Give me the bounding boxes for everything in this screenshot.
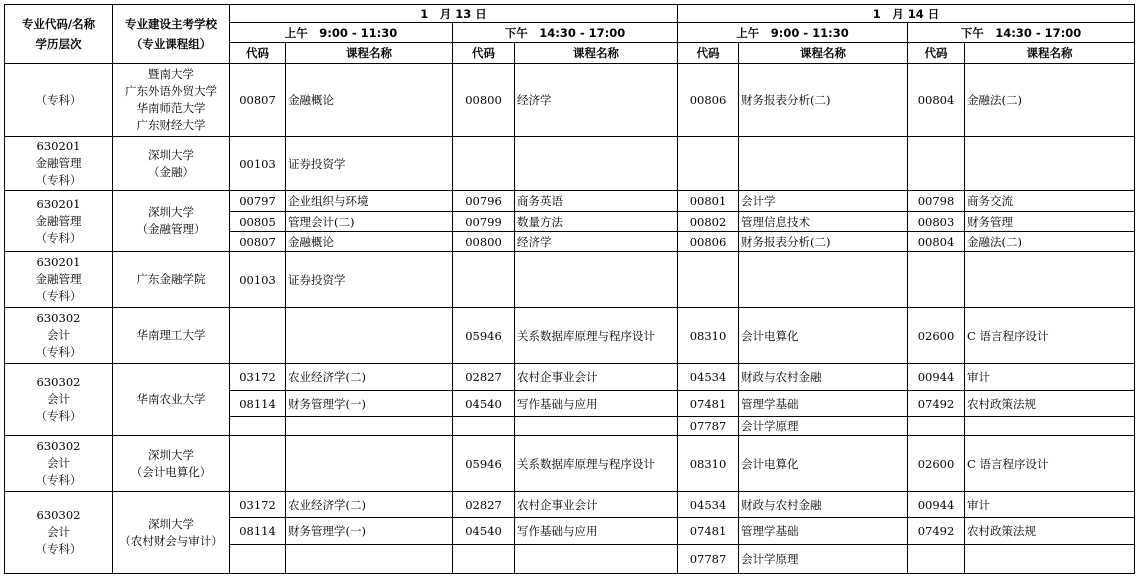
course-code: 00796 [453, 191, 515, 212]
course-name: 会计电算化 [739, 308, 908, 364]
header-school: 专业建设主考学校 （专业课程组） [113, 5, 230, 64]
header-course: 课程名称 [286, 43, 453, 64]
school-line: 深圳大学 [148, 516, 194, 531]
course-code: 00806 [678, 232, 739, 252]
course-name: 管理学基础 [739, 518, 908, 545]
school-cell [113, 492, 230, 574]
course-name [286, 545, 453, 574]
course-code: 02600 [908, 308, 965, 364]
course-name [286, 436, 453, 492]
course-name [739, 137, 908, 191]
course-code: 07481 [678, 518, 739, 545]
course-name: 农村政策法规 [965, 518, 1135, 545]
major-line: （专科） [35, 173, 82, 187]
major-cell [5, 364, 113, 436]
school-cell [113, 191, 230, 252]
major-line: （专科） [35, 289, 82, 303]
course-name: 金融法(二) [965, 232, 1135, 252]
course-code: 08114 [230, 391, 286, 417]
course-name: 农业经济学(二) [286, 364, 453, 391]
header-code: 代码 [453, 43, 515, 64]
course-code: 08310 [678, 308, 739, 364]
major-line: 630201 [36, 139, 81, 153]
table-row [5, 191, 1135, 212]
table-row [5, 64, 1135, 137]
course-name: 财务管理 [965, 212, 1135, 232]
schedule-body [5, 64, 1135, 574]
course-name: 商务交流 [965, 191, 1135, 212]
header-session-day1-pm: 下午 14:30 - 17:00 [453, 23, 678, 43]
course-code: 00800 [453, 232, 515, 252]
course-code: 00806 [678, 64, 739, 137]
school-line: 深圳大学 [148, 205, 194, 219]
header-major: 专业代码/名称 学历层次 [5, 5, 113, 64]
course-code [453, 137, 515, 191]
course-name: 会计学原理 [739, 417, 908, 436]
major-cell [5, 252, 113, 308]
header-course: 课程名称 [515, 43, 678, 64]
course-code: 00103 [230, 252, 286, 308]
course-code: 00800 [453, 64, 515, 137]
major-cell [5, 64, 113, 137]
course-name: 审计 [965, 492, 1135, 518]
course-code [230, 436, 286, 492]
course-name: 农村企事业会计 [515, 364, 678, 391]
school-line: 深圳大学 [148, 147, 194, 162]
header-code: 代码 [678, 43, 739, 64]
course-code: 07492 [908, 518, 965, 545]
course-code [453, 417, 515, 436]
course-name: 会计学原理 [739, 545, 908, 574]
course-code: 07481 [678, 391, 739, 417]
course-code: 00798 [908, 191, 965, 212]
school-line: 广东财经大学 [136, 118, 206, 132]
table-row [5, 137, 1135, 191]
school-line: （金融管理） [136, 222, 206, 236]
course-code: 00803 [908, 212, 965, 232]
major-line: （专科） [35, 230, 82, 245]
course-code: 00802 [678, 212, 739, 232]
header-code: 代码 [908, 43, 965, 64]
course-name [965, 252, 1135, 308]
header-course: 课程名称 [965, 43, 1135, 64]
major-cell [5, 137, 113, 191]
major-line: 会计 [47, 456, 70, 470]
course-name: C 语言程序设计 [965, 308, 1135, 364]
course-code [453, 545, 515, 574]
major-line: （专科） [35, 409, 82, 423]
course-code: 07787 [678, 545, 739, 574]
major-cell [5, 492, 113, 574]
course-name: C 语言程序设计 [965, 436, 1135, 492]
course-code: 02827 [453, 492, 515, 518]
major-line: 630302 [36, 375, 81, 389]
course-name: 财务报表分析(二) [739, 232, 908, 252]
course-name: 财务管理学(一) [286, 391, 453, 417]
course-name: 会计电算化 [739, 436, 908, 492]
header-day-1: 1 月 13 日 [230, 5, 678, 23]
major-line: 会计 [47, 392, 70, 406]
major-cell [5, 191, 113, 252]
school-cell [113, 436, 230, 492]
course-code: 00801 [678, 191, 739, 212]
major-cell [5, 436, 113, 492]
course-code: 00799 [453, 212, 515, 232]
major-line: 会计 [47, 525, 70, 539]
course-code [678, 137, 739, 191]
course-code [230, 417, 286, 436]
course-name: 管理信息技术 [739, 212, 908, 232]
course-code [230, 545, 286, 574]
course-name: 农村政策法规 [965, 391, 1135, 417]
major-line: （专科） [35, 542, 82, 556]
course-code: 02827 [453, 364, 515, 391]
course-name: 证券投资学 [286, 137, 453, 191]
course-name [965, 417, 1135, 436]
course-code: 04534 [678, 492, 739, 518]
course-name: 写作基础与应用 [515, 518, 678, 545]
course-name: 数量方法 [515, 212, 678, 232]
school-line: 深圳大学 [148, 447, 194, 462]
major-line: 630302 [36, 439, 81, 453]
course-name: 证券投资学 [286, 252, 453, 308]
header-course: 课程名称 [739, 43, 908, 64]
course-code: 03172 [230, 492, 286, 518]
course-name [515, 417, 678, 436]
course-name: 金融概论 [286, 232, 453, 252]
course-code: 05946 [453, 308, 515, 364]
course-name: 商务英语 [515, 191, 678, 212]
course-code: 07787 [678, 417, 739, 436]
school-line: （金融） [148, 164, 194, 179]
course-name: 财政与农村金融 [739, 364, 908, 391]
major-line: 金融管理 [35, 156, 82, 170]
course-name: 关系数据库原理与程序设计 [515, 308, 678, 364]
school-cell [113, 64, 230, 137]
major-line: 630302 [36, 508, 81, 522]
course-code: 08310 [678, 436, 739, 492]
course-code: 00797 [230, 191, 286, 212]
course-name: 财务报表分析(二) [739, 64, 908, 137]
school-line: （农村财会与审计） [119, 533, 223, 548]
header-session-day1-am: 上午 9:00 - 11:30 [230, 23, 453, 43]
major-line: 630201 [36, 196, 81, 211]
course-name [515, 252, 678, 308]
course-code: 07492 [908, 391, 965, 417]
school-line: 华南农业大学 [136, 392, 206, 406]
exam-schedule-table [4, 4, 1135, 574]
course-name: 经济学 [515, 64, 678, 137]
course-code [453, 252, 515, 308]
school-line: 广东外语外贸大学 [125, 84, 217, 98]
course-name: 管理学基础 [739, 391, 908, 417]
course-code: 04540 [453, 518, 515, 545]
course-name: 审计 [965, 364, 1135, 391]
course-name [515, 137, 678, 191]
course-code: 00804 [908, 64, 965, 137]
course-code: 00807 [230, 64, 286, 137]
major-line: 金融管理 [35, 272, 82, 286]
course-code: 00807 [230, 232, 286, 252]
school-line: 华南师范大学 [136, 101, 206, 115]
course-name: 关系数据库原理与程序设计 [515, 436, 678, 492]
course-code: 00944 [908, 364, 965, 391]
header-session-day2-pm: 下午 14:30 - 17:00 [908, 23, 1135, 43]
course-name: 农村企事业会计 [515, 492, 678, 518]
course-name: 农业经济学(二) [286, 492, 453, 518]
major-line: 630302 [36, 311, 81, 325]
course-code: 02600 [908, 436, 965, 492]
major-line: （专科） [35, 473, 82, 487]
course-code [908, 137, 965, 191]
school-line: 华南理工大学 [136, 328, 206, 342]
course-code: 00944 [908, 492, 965, 518]
course-name [739, 252, 908, 308]
table-row [5, 252, 1135, 308]
school-cell [113, 364, 230, 436]
major-line: 会计 [47, 328, 70, 342]
school-line: 广东金融学院 [136, 272, 206, 286]
course-name: 会计学 [739, 191, 908, 212]
course-code: 04534 [678, 364, 739, 391]
header-session-day2-am: 上午 9:00 - 11:30 [678, 23, 908, 43]
table-row [5, 436, 1135, 492]
course-name: 经济学 [515, 232, 678, 252]
header-code: 代码 [230, 43, 286, 64]
table-row [5, 364, 1135, 391]
major-line: （专科） [35, 92, 82, 107]
course-code [908, 417, 965, 436]
course-name: 金融概论 [286, 64, 453, 137]
school-cell [113, 252, 230, 308]
course-name [515, 545, 678, 574]
course-code: 04540 [453, 391, 515, 417]
header-day-2: 1 月 14 日 [678, 5, 1135, 23]
course-name: 财务管理学(一) [286, 518, 453, 545]
course-code: 00804 [908, 232, 965, 252]
course-code: 08114 [230, 518, 286, 545]
school-line: （会计电算化） [130, 464, 212, 479]
course-code [908, 252, 965, 308]
course-name [286, 417, 453, 436]
table-row [5, 492, 1135, 518]
major-cell [5, 308, 113, 364]
course-name: 金融法(二) [965, 64, 1135, 137]
course-code: 00805 [230, 212, 286, 232]
school-line: 暨南大学 [148, 67, 194, 81]
major-line: 金融管理 [35, 213, 82, 228]
course-name: 企业组织与环境 [286, 191, 453, 212]
school-cell [113, 308, 230, 364]
course-name [965, 545, 1135, 574]
course-name: 财政与农村金融 [739, 492, 908, 518]
course-code [230, 308, 286, 364]
course-code: 05946 [453, 436, 515, 492]
major-line: （专科） [35, 345, 82, 359]
course-code: 03172 [230, 364, 286, 391]
school-cell [113, 137, 230, 191]
course-code [678, 252, 739, 308]
course-name [965, 137, 1135, 191]
course-name: 写作基础与应用 [515, 391, 678, 417]
course-code: 00103 [230, 137, 286, 191]
course-name: 管理会计(二) [286, 212, 453, 232]
course-name [286, 308, 453, 364]
course-code [908, 545, 965, 574]
table-row [5, 308, 1135, 364]
major-line: 630201 [36, 255, 81, 269]
